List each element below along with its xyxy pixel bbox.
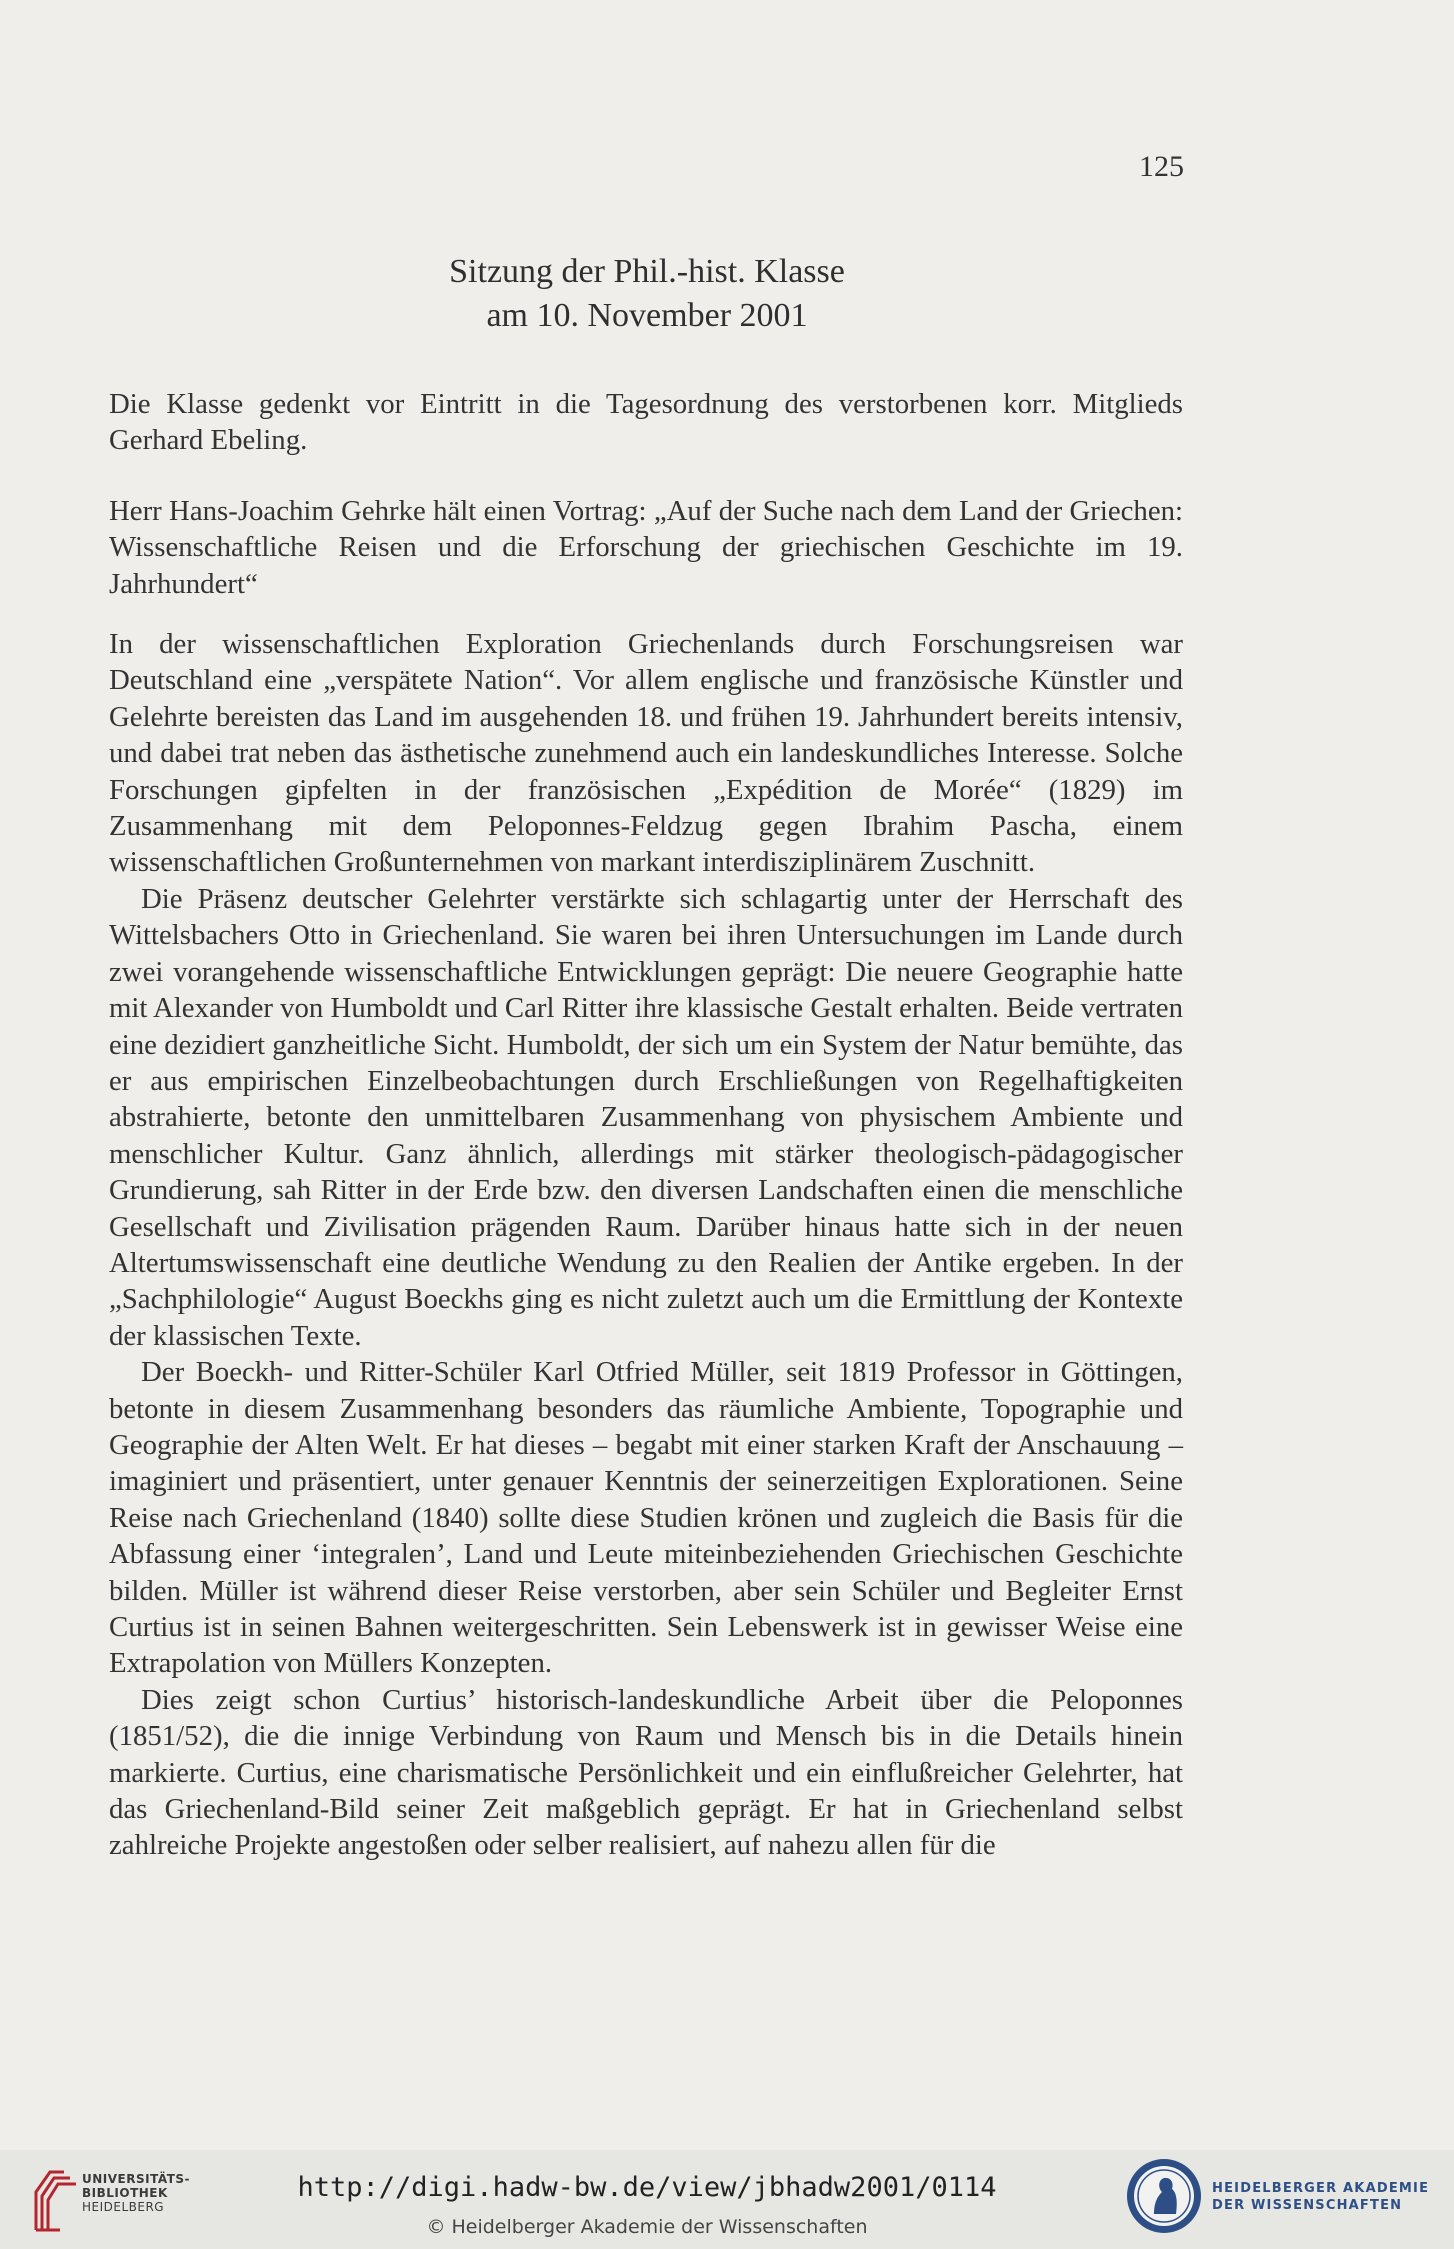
paragraph: Der Boeckh- und Ritter-Schüler Karl Otfried Müller, seit 1819 Professor in Göttingen, betonte in diesem Zusammenhang besonders das räumliche Ambiente, Topographie und Geographie der Alten Welt. Er hat dieses – begabt mit einer starken Kraft der Anschauung – imaginiert und präsentiert, unter genauer Kenntnis der seinerzeitigen Explorationen. Seine Reise nach Griechenland (1840) sollte diese Studien krönen und zugleich die Basis für die Abfassung einer ‘integralen’, Land und Leute miteinbeziehenden Griechischen Geschichte bilden. Müller ist während dieser Reise verstorben, aber sein Schüler und Begleiter Ernst Curtius ist in seinen Bahnen weitergeschritten. Sein Lebenswerk ist in gewisser Weise eine Extrapolation von Müllers Konzepten. xyxy=(109,1356,1183,1680)
ub-line-2: BIBLIOTHEK xyxy=(82,2186,168,2200)
paragraph: Dies zeigt schon Curtius’ historisch-landeskundliche Arbeit über die Peloponnes (1851/52), die die innige Verbindung von Raum und Mensch bis in die Details hinein markierte. Curtius, eine charismatische Persönlichkeit und ein einflußreicher Gelehrter, hat das Griechenland-Bild seiner Zeit maßgeblich geprägt. Er hat in Griechenland selbst zahlreiche Projekte angestoßen oder selber realisiert, auf nahezu allen für die xyxy=(109,1683,1183,1862)
permalink-url[interactable]: http://digi.hadw-bw.de/view/jbhadw2001/0114 xyxy=(297,2172,997,2203)
hadw-seal-icon[interactable] xyxy=(1124,2156,1204,2236)
page-number: 125 xyxy=(1139,150,1184,183)
title-line-2: am 10. November 2001 xyxy=(486,297,808,334)
page-title xyxy=(0,250,1294,338)
title-line-1: Sitzung der Phil.-hist. Klasse xyxy=(449,253,845,290)
ub-line-1: UNIVERSITÄTS- xyxy=(82,2172,191,2186)
hadw-line-2: DER WISSENSCHAFTEN xyxy=(1212,2198,1403,2213)
paragraph-lecture-announcement: Herr Hans-Joachim Gehrke hält einen Vortrag: „Auf der Suche nach dem Land der Griechen: Wissenschaftliche Reisen und die Erforschung der griechischen Geschichte im 19. Jahrhundert“ xyxy=(109,494,1183,600)
body-text xyxy=(109,386,1183,1864)
copyright-notice: © Heidelberger Akademie der Wissenschaften xyxy=(426,2216,868,2238)
paragraph-memorial: Die Klasse gedenkt vor Eintritt in die Tagesordnung des verstorbenen korr. Mitglieds Gerhard Ebeling. xyxy=(109,388,1183,457)
hadw-line-1: HEIDELBERGER AKADEMIE xyxy=(1212,2181,1430,2196)
paragraph: In der wissenschaftlichen Exploration Griechenlands durch Forschungsreisen war Deutschland eine „verspätete Nation“. Vor allem englische und französische Künstler und Gelehrte bereisten das Land im ausgehenden 18. und frühen 19. Jahrhundert bereits intensiv, und dabei trat neben das ästhetische zunehmend auch ein landeskundliches Interesse. Solche Forschungen gipfelten in der französischen „Expédition de Morée“ (1829) im Zusammenhang mit dem Peloponnes-Feldzug gegen Ibrahim Pascha, einem wissenschaftlichen Großunternehmen von markant interdisziplinärem Zuschnitt. xyxy=(109,628,1183,879)
hadw-label xyxy=(1212,2180,1429,2214)
ub-line-3: HEIDELBERG xyxy=(82,2200,165,2214)
paragraph: Die Präsenz deutscher Gelehrter verstärkte sich schlagartig unter der Herrschaft des Wittelsbachers Otto in Griechenland. Sie waren bei ihren Untersuchungen im Lande durch zwei vorangehende wissenschaftliche Entwicklungen geprägt: Die neuere Geographie hatte mit Alexander von Humboldt und Carl Ritter ihre klassische Gestalt erhalten. Beide vertraten eine dezidiert ganzheitliche Sicht. Humboldt, der sich um ein System der Natur bemühte, das er aus empirischen Einzelbeobachtungen durch Erschließungen von Regelhaftigkeiten abstrahierte, betonte den unmittelbaren Zusammenhang von physischem Ambiente und menschlicher Kultur. Ganz ähnlich, allerdings mit stärker theologisch-pädagogischer Grundierung, sah Ritter in der Erde bzw. den diversen Landschaften einen die menschliche Gesellschaft und Zivilisation prägenden Raum. Darüber hinaus hatte sich in der neuen Altertumswissenschaft eine deutliche Wendung zu den Realien der Antike ergeben. In der „Sachphilologie“ August Boeckhs ging es nicht zuletzt auch um die Ermittlung der Kontexte der klassischen Texte. xyxy=(109,882,1183,1352)
